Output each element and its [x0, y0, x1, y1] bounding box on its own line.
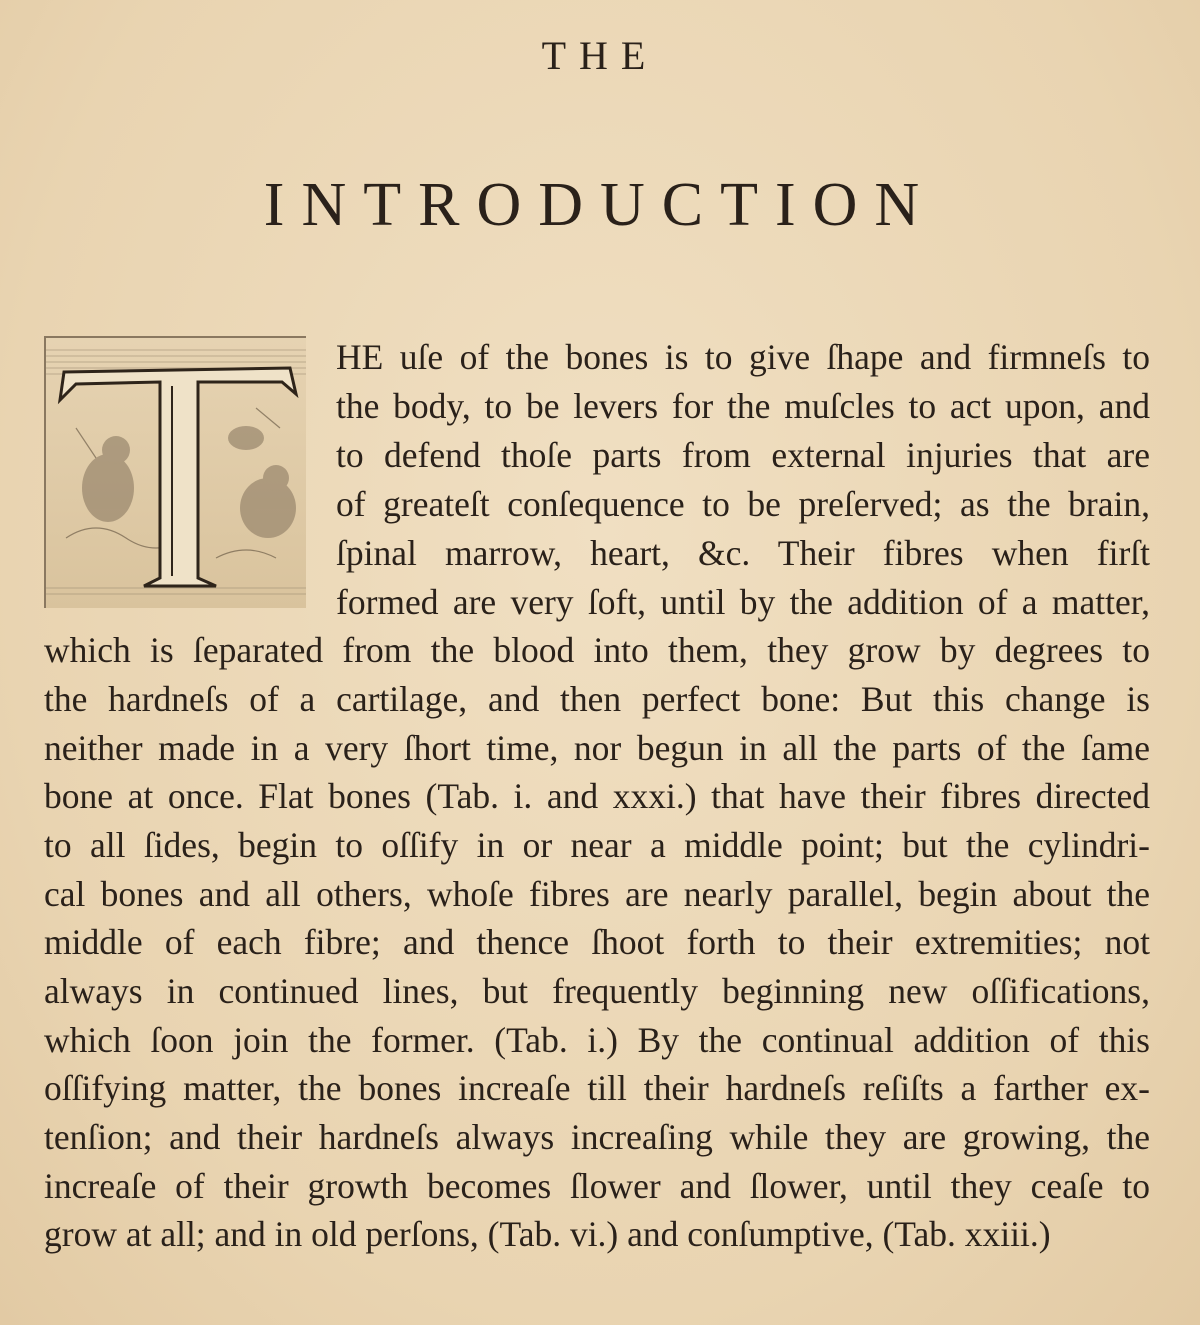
- text-line: ſpinal marrow, heart, &c. Their fibres when firſt: [336, 533, 1150, 573]
- text-line: of greateſt conſequence to be preſerved; as the brain,: [336, 484, 1150, 524]
- text-line: tenſion; and their hardneſs always increaſing while they are growing, the: [44, 1117, 1150, 1157]
- text-line: to all ſides, begin to oſſify in or near a middle point; but the cylindri-: [44, 825, 1150, 865]
- text-line: which ſoon join the former. (Tab. i.) By the continual addition of this: [44, 1020, 1150, 1060]
- text-line: oſſifying matter, the bones increaſe till their hardneſs reſiſts a farther ex-: [44, 1068, 1150, 1108]
- text-line: grow at all; and in old perſons, (Tab. vi.) and conſumptive, (Tab. xxiii.): [44, 1214, 1051, 1254]
- text-line: HE uſe of the bones is to give ſhape and firmneſs to: [336, 337, 1150, 377]
- chapter-title: INTRODUCTION: [263, 171, 937, 239]
- text-line: the hardneſs of a cartilage, and then perfect bone: But this change is: [44, 679, 1150, 719]
- text-line: bone at once. Flat bones (Tab. i. and xxxi.) that have their fibres directed: [44, 776, 1150, 816]
- text-line: formed are very ſoft, until by the addition of a matter,: [336, 582, 1150, 622]
- engraved-initial-icon: [46, 338, 306, 608]
- header-the: THE: [541, 33, 659, 78]
- text-line: always in continued lines, but frequently beginning new oſſifications,: [44, 971, 1150, 1011]
- text-line: to defend thoſe parts from external injuries that are: [336, 435, 1150, 475]
- text-line: middle of each fibre; and thence ſhoot forth to their extremities; not: [44, 922, 1150, 962]
- text-line: the body, to be levers for the muſcles to act upon, and: [336, 386, 1150, 426]
- text-line: cal bones and all others, whoſe fibres are nearly parallel, begin about the: [44, 874, 1150, 914]
- drop-cap-initial: [44, 336, 306, 608]
- text-line: neither made in a very ſhort time, nor begun in all the parts of the ſame: [44, 728, 1150, 768]
- text-line: increaſe of their growth becomes ſlower and ſlower, until they ceaſe to: [44, 1166, 1150, 1206]
- text-line: which is ſeparated from the blood into them, they grow by degrees to: [44, 630, 1150, 670]
